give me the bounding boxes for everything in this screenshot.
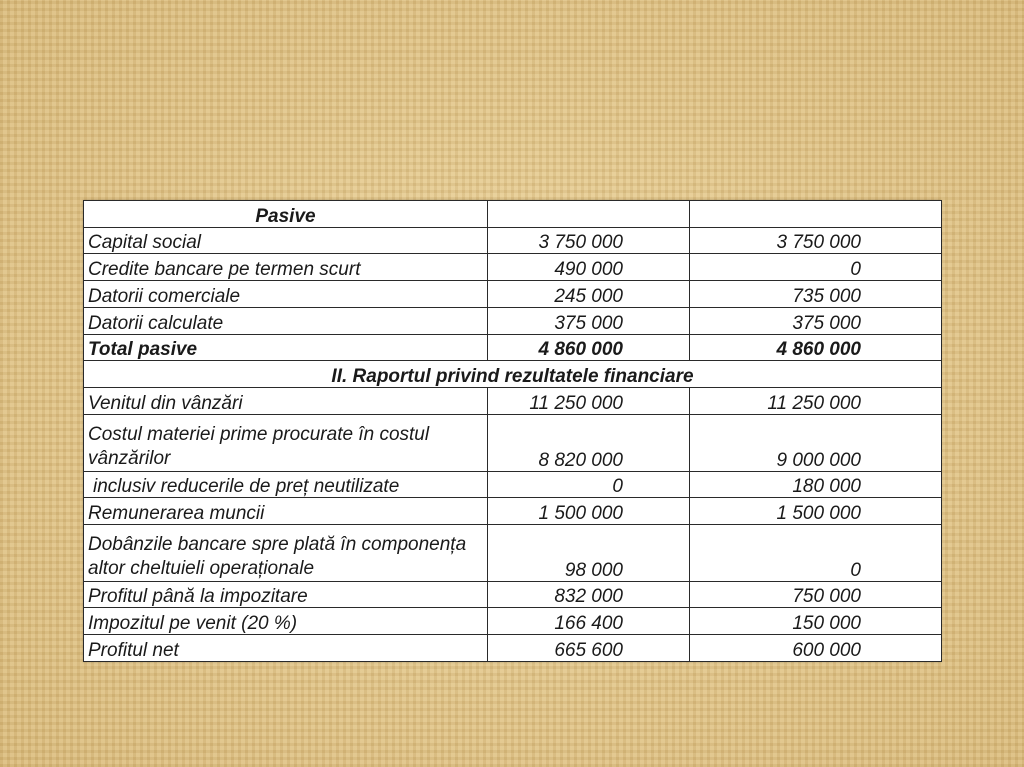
row-label: Remunerarea muncii [84,498,488,525]
table-row [84,388,942,415]
section-title-row [84,361,942,388]
total-row [84,334,942,361]
table-row [84,471,942,498]
row-value-2: 180 000 [690,471,942,498]
row-value-1: 375 000 [488,307,690,334]
row-value-2: 0 [690,525,942,582]
section-title: II. Raportul privind rezultatele financiare [84,361,942,388]
row-label: Dobânzile bancare spre plată în componența altor cheltuieli operaționale [84,525,488,582]
row-value-2: 0 [690,254,942,281]
financial-table-sheet [83,200,941,662]
table-row [84,635,942,662]
row-value-2: 600 000 [690,635,942,662]
table-row [84,227,942,254]
row-value-2: 375 000 [690,307,942,334]
row-value-2: 150 000 [690,608,942,635]
total-value-1: 4 860 000 [488,334,690,361]
row-value-2: 735 000 [690,281,942,308]
row-value-1: 11 250 000 [488,388,690,415]
row-value-2: 3 750 000 [690,227,942,254]
header-pasive: Pasive [84,201,488,228]
row-value-2: 1 500 000 [690,498,942,525]
table-row [84,581,942,608]
row-label: Costul materiei prime procurate în costul vânzărilor [84,414,488,471]
row-value-1: 1 500 000 [488,498,690,525]
row-label: Profitul până la impozitare [84,581,488,608]
header-col2 [488,201,690,228]
row-value-2: 11 250 000 [690,388,942,415]
row-label: inclusiv reducerile de preț neutilizate [84,471,488,498]
financial-table [83,200,942,662]
row-label: Capital social [84,227,488,254]
header-col3 [690,201,942,228]
row-value-2: 750 000 [690,581,942,608]
row-label: Datorii comerciale [84,281,488,308]
table-row [84,281,942,308]
row-label: Venitul din vânzări [84,388,488,415]
table-row [84,498,942,525]
row-label: Profitul net [84,635,488,662]
row-value-1: 8 820 000 [488,414,690,471]
row-value-2: 9 000 000 [690,414,942,471]
row-value-1: 665 600 [488,635,690,662]
row-value-1: 3 750 000 [488,227,690,254]
row-value-1: 166 400 [488,608,690,635]
table-row [84,307,942,334]
table-header-row [84,201,942,228]
row-label: Impozitul pe venit (20 %) [84,608,488,635]
row-value-1: 832 000 [488,581,690,608]
row-label: Datorii calculate [84,307,488,334]
table-row [84,254,942,281]
row-label: Credite bancare pe termen scurt [84,254,488,281]
row-value-1: 245 000 [488,281,690,308]
table-row [84,525,942,582]
table-row [84,608,942,635]
row-value-1: 490 000 [488,254,690,281]
row-value-1: 0 [488,471,690,498]
total-label: Total pasive [84,334,488,361]
table-row [84,414,942,471]
row-value-1: 98 000 [488,525,690,582]
total-value-2: 4 860 000 [690,334,942,361]
